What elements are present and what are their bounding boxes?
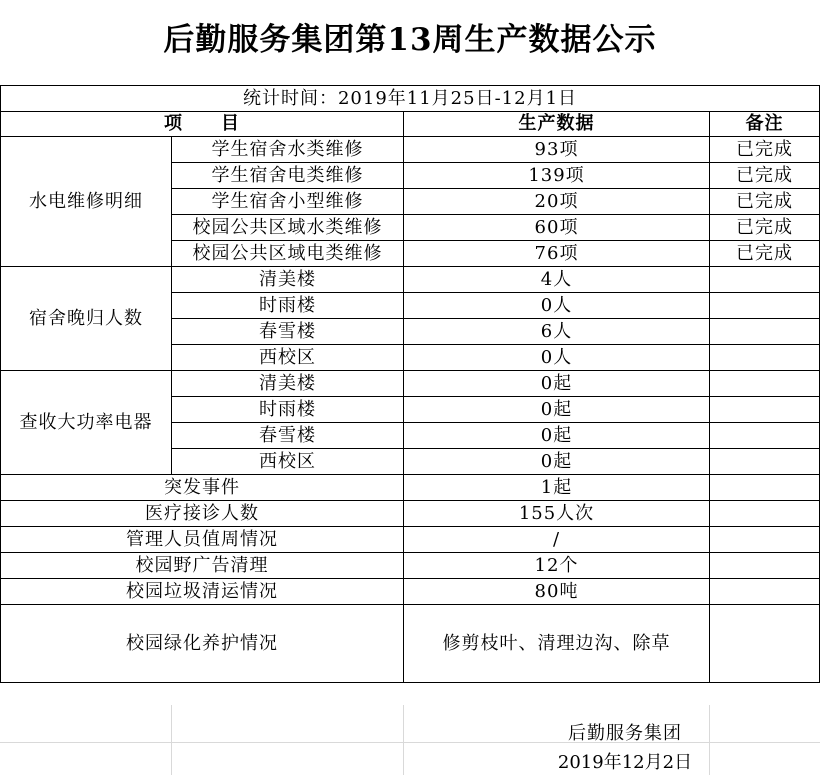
row-note[interactable]: 已完成 — [710, 137, 820, 163]
group-label-appliances[interactable]: 查收大功率电器 — [1, 371, 172, 475]
table-row — [1, 137, 820, 163]
single-label[interactable]: 突发事件 — [1, 475, 404, 501]
period-row — [1, 86, 820, 112]
table-row — [1, 579, 820, 605]
row-label[interactable]: 春雪楼 — [172, 423, 404, 449]
row-value[interactable]: 0人 — [404, 293, 710, 319]
row-value[interactable]: 0起 — [404, 397, 710, 423]
row-label[interactable]: 春雪楼 — [172, 319, 404, 345]
row-label[interactable]: 西校区 — [172, 345, 404, 371]
footer-organization[interactable]: 后勤服务集团 — [568, 723, 682, 744]
row-value[interactable]: 4人 — [404, 267, 710, 293]
row-label[interactable]: 西校区 — [172, 449, 404, 475]
page-title: 后勤服务集团第13周生产数据公示 — [163, 22, 657, 58]
single-value[interactable]: 1起 — [404, 475, 710, 501]
row-note[interactable] — [710, 267, 820, 293]
table-row — [1, 501, 820, 527]
row-label[interactable]: 学生宿舍水类维修 — [172, 137, 404, 163]
row-note[interactable]: 已完成 — [710, 241, 820, 267]
table-row — [1, 605, 820, 683]
single-value[interactable]: 155人次 — [404, 501, 710, 527]
row-note[interactable]: 已完成 — [710, 163, 820, 189]
group-label-late-return[interactable]: 宿舍晚归人数 — [1, 267, 172, 371]
table-row — [1, 527, 820, 553]
single-value[interactable]: 修剪枝叶、清理边沟、除草 — [404, 605, 710, 683]
row-value[interactable]: 0人 — [404, 345, 710, 371]
row-value[interactable]: 0起 — [404, 449, 710, 475]
row-value[interactable]: 93项 — [404, 137, 710, 163]
row-note[interactable] — [710, 319, 820, 345]
row-value[interactable]: 139项 — [404, 163, 710, 189]
row-note[interactable] — [710, 371, 820, 397]
single-label[interactable]: 校园野广告清理 — [1, 553, 404, 579]
header-data[interactable]: 生产数据 — [404, 112, 710, 137]
header-item[interactable]: 项 目 — [1, 112, 404, 137]
row-value[interactable]: 6人 — [404, 319, 710, 345]
row-note[interactable] — [710, 293, 820, 319]
row-label[interactable]: 校园公共区域水类维修 — [172, 215, 404, 241]
row-value[interactable]: 20项 — [404, 189, 710, 215]
row-label[interactable]: 学生宿舍小型维修 — [172, 189, 404, 215]
footer-date[interactable]: 2019年12月2日 — [557, 752, 693, 773]
single-value[interactable]: / — [404, 527, 710, 553]
table-row — [1, 553, 820, 579]
header-row — [1, 112, 820, 137]
data-table — [0, 85, 820, 683]
row-value[interactable]: 76项 — [404, 241, 710, 267]
single-label[interactable]: 管理人员值周情况 — [1, 527, 404, 553]
single-label[interactable]: 校园垃圾清运情况 — [1, 579, 404, 605]
row-value[interactable]: 60项 — [404, 215, 710, 241]
period-cell[interactable]: 统计时间：2019年11月25日-12月1日 — [1, 86, 820, 112]
single-note[interactable] — [710, 527, 820, 553]
single-label[interactable]: 校园绿化养护情况 — [1, 605, 404, 683]
row-note[interactable]: 已完成 — [710, 215, 820, 241]
row-note[interactable] — [710, 423, 820, 449]
single-note[interactable] — [710, 579, 820, 605]
gridline — [403, 705, 404, 775]
row-note[interactable] — [710, 397, 820, 423]
row-label[interactable]: 校园公共区域电类维修 — [172, 241, 404, 267]
gridline — [171, 705, 172, 775]
row-label[interactable]: 时雨楼 — [172, 293, 404, 319]
row-note[interactable] — [710, 449, 820, 475]
row-value[interactable]: 0起 — [404, 371, 710, 397]
row-label[interactable]: 时雨楼 — [172, 397, 404, 423]
row-note[interactable] — [710, 345, 820, 371]
row-label[interactable]: 清美楼 — [172, 371, 404, 397]
single-value[interactable]: 12个 — [404, 553, 710, 579]
table-row — [1, 475, 820, 501]
header-note[interactable]: 备注 — [710, 112, 820, 137]
single-note[interactable] — [710, 501, 820, 527]
single-label[interactable]: 医疗接诊人数 — [1, 501, 404, 527]
group-label-repair[interactable]: 水电维修明细 — [1, 137, 172, 267]
row-note[interactable]: 已完成 — [710, 189, 820, 215]
single-note[interactable] — [710, 553, 820, 579]
row-label[interactable]: 清美楼 — [172, 267, 404, 293]
single-note[interactable] — [710, 605, 820, 683]
table-row — [1, 371, 820, 397]
table-row — [1, 267, 820, 293]
row-label[interactable]: 学生宿舍电类维修 — [172, 163, 404, 189]
single-note[interactable] — [710, 475, 820, 501]
single-value[interactable]: 80吨 — [404, 579, 710, 605]
row-value[interactable]: 0起 — [404, 423, 710, 449]
